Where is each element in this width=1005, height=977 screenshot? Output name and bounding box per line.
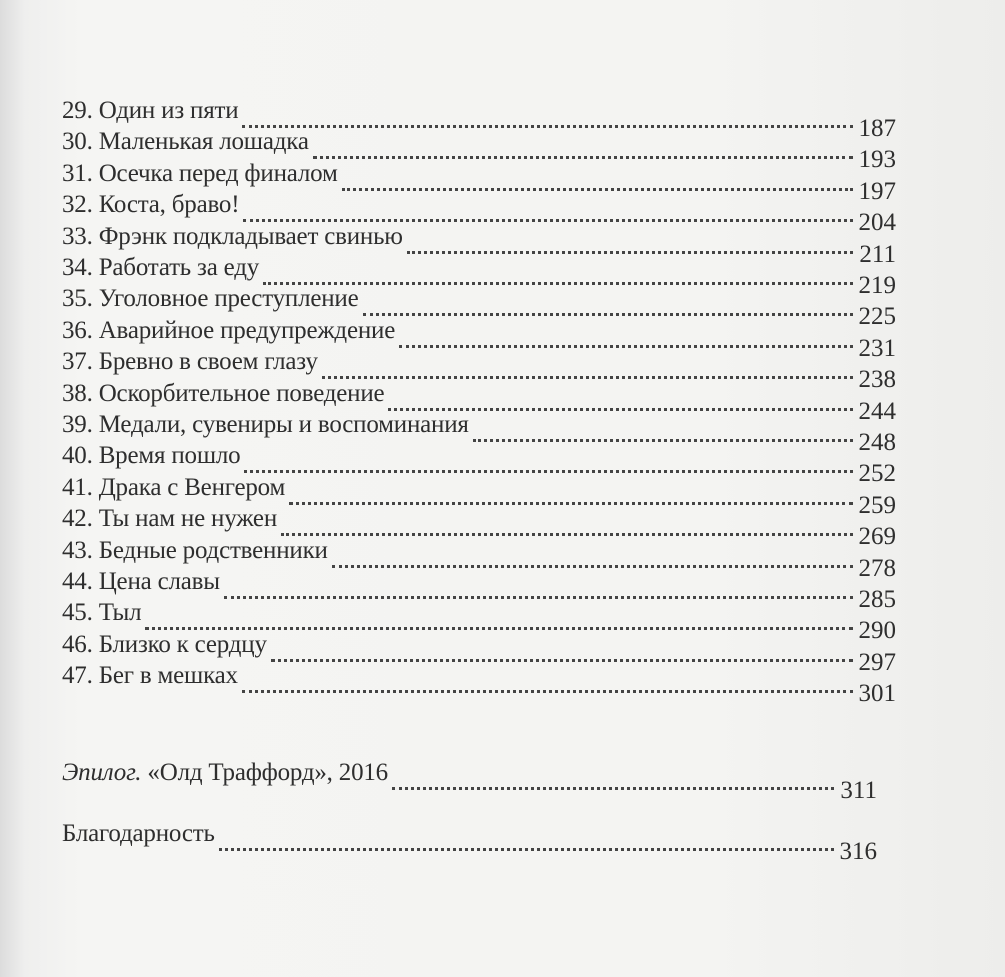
entry-title: 41. Драка с Венгером [62, 473, 286, 501]
entry-title: 45. Тыл [62, 599, 142, 627]
entry-title: 42. Ты нам не нужен [62, 505, 278, 533]
page-number: 259 [858, 491, 896, 519]
epilogue-title: «Олд Траффорд», 2016 [147, 759, 388, 786]
toc-entry-acknowledgements [62, 819, 877, 865]
toc-entry-epilogue [62, 758, 877, 804]
page-number: 204 [858, 209, 896, 237]
epilogue-label: Эпилог. [62, 759, 142, 786]
entry-title: 33. Фрэнк подкладывает свинью [62, 222, 403, 250]
page-number: 252 [858, 460, 896, 488]
page-number: 269 [858, 523, 896, 551]
page-number: 193 [858, 146, 896, 174]
entry-title: 36. Аварийное предупреждение [62, 316, 396, 344]
page-number: 316 [839, 838, 877, 865]
entry-title: 30. Маленькая лошадка [62, 128, 309, 156]
dot-leader [219, 848, 834, 851]
entry-title: 40. Время пошло [62, 442, 241, 470]
page-number: 211 [859, 240, 896, 268]
page-number: 187 [858, 115, 896, 142]
entry-title: 37. Бревно в своем глазу [62, 348, 318, 376]
entry-title: 39. Медали, сувениры и воспоминания [62, 411, 469, 438]
page-number: 225 [858, 303, 896, 331]
page-number: 278 [858, 554, 896, 582]
entry-title: 31. Осечка перед финалом [62, 159, 338, 187]
page-number: 231 [858, 334, 896, 362]
page-number: 301 [858, 680, 896, 708]
page-number: 297 [858, 648, 896, 676]
toc-entry [62, 661, 896, 708]
dot-leader [392, 787, 834, 790]
page-number: 238 [858, 366, 896, 394]
entry-title: 44. Цена славы [62, 568, 220, 595]
page-number: 219 [858, 272, 896, 299]
page-number: 311 [840, 777, 877, 804]
dot-leader [242, 690, 853, 693]
entry-title: 29. Один из пяти [62, 97, 239, 124]
entry-title: 46. Близко к сердцу [62, 630, 267, 658]
entry-title [62, 758, 388, 788]
entry-title: 38. Оскорбительное поведение [62, 379, 385, 407]
entry-title: Благодарность [62, 820, 215, 847]
entry-title: 32. Коста, браво! [62, 191, 240, 219]
page-number: 244 [858, 397, 896, 425]
entry-title: 43. Бедные родственники [62, 536, 328, 564]
entry-title: 34. Работать за еду [62, 254, 260, 281]
page-number: 285 [858, 586, 896, 613]
page-number: 248 [858, 429, 896, 456]
page-number: 197 [858, 177, 896, 205]
entry-title: 35. Уголовное преступление [62, 285, 359, 313]
page-number: 290 [858, 617, 896, 645]
entry-title: 47. Бег в мешках [62, 662, 238, 690]
